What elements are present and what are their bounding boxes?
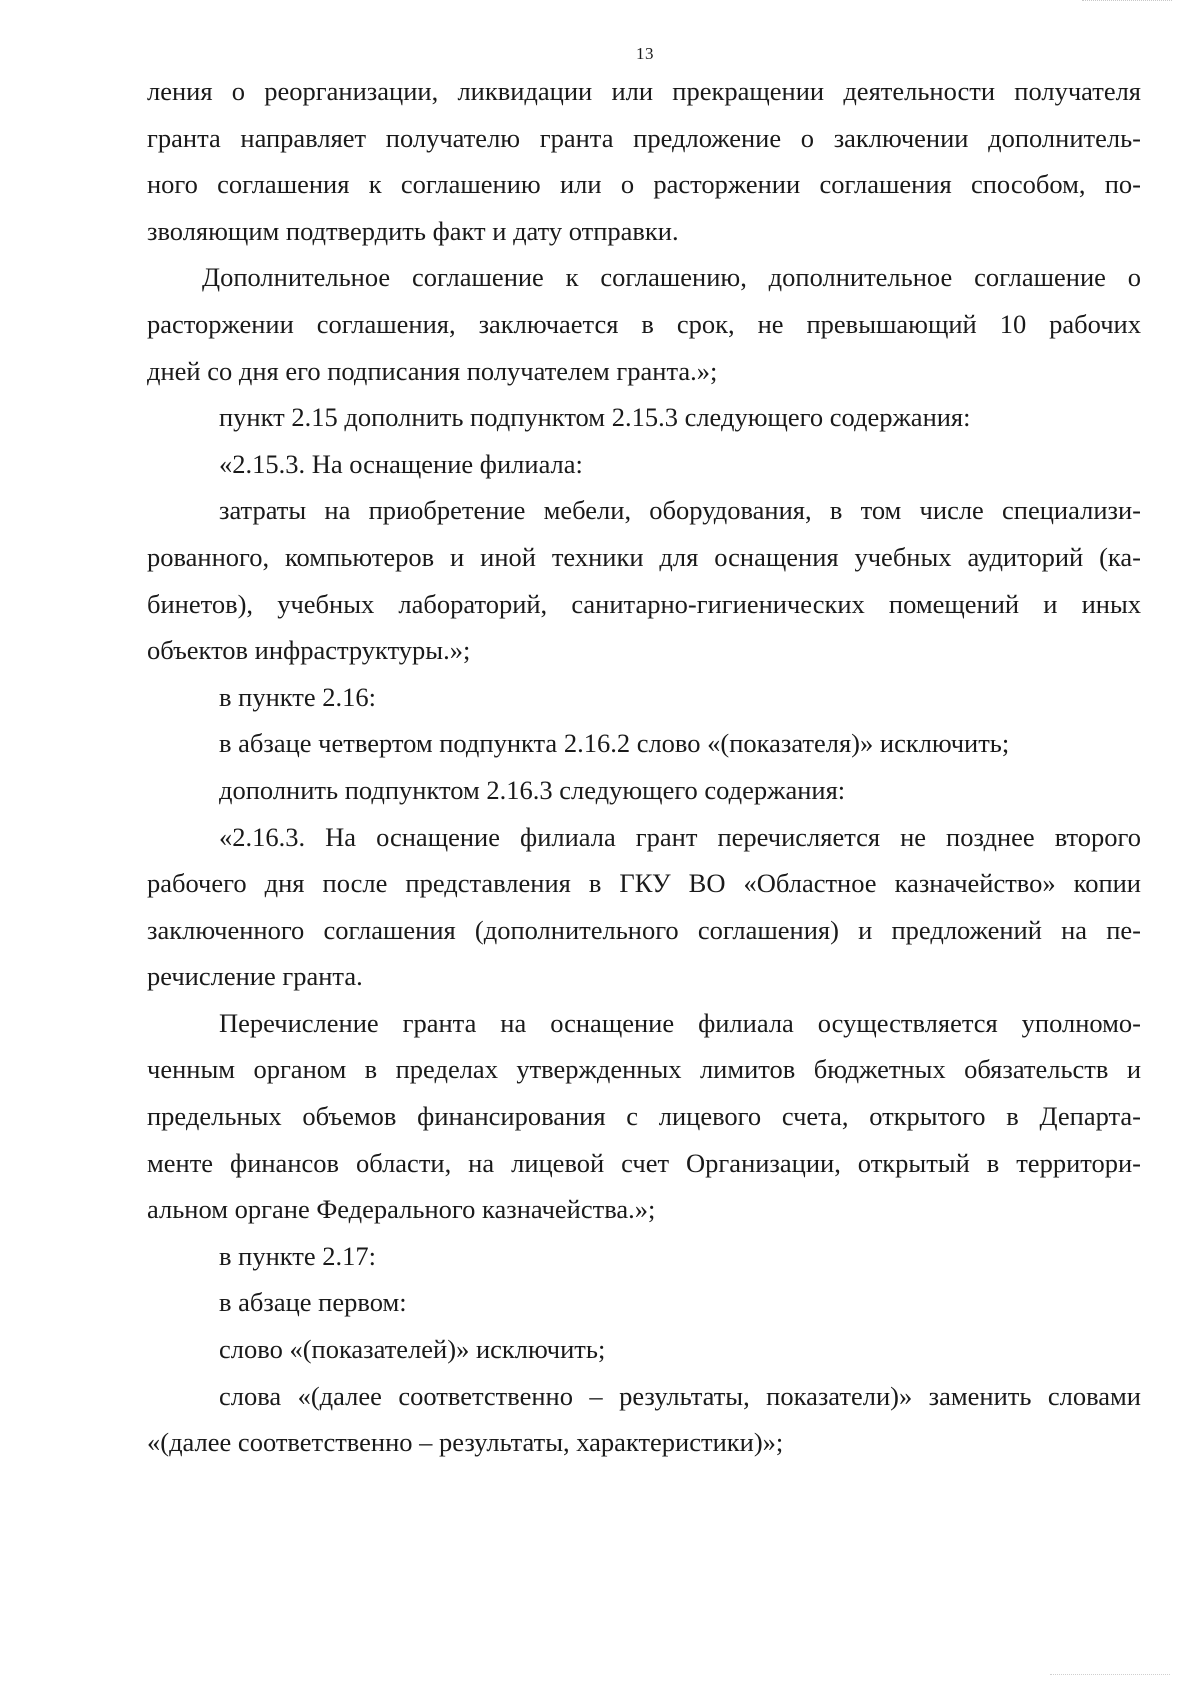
- page-number: 13: [636, 44, 654, 63]
- text-line: дополнить подпунктом 2.16.3 следующего содержания:: [219, 774, 846, 805]
- text-line: в пункте 2.16:: [219, 681, 376, 712]
- text-line: затраты на приобретение мебели, оборудования, в том числе специализи-: [219, 495, 1141, 526]
- text-line: Дополнительное соглашение к соглашению, дополнительное соглашение о: [202, 262, 1141, 293]
- text-line: пункт 2.15 дополнить подпунктом 2.15.3 следующего содержания:: [219, 402, 971, 433]
- text-line: рованного, компьютеров и иной техники для оснащения учебных аудиторий (ка-: [147, 541, 1141, 572]
- text-line: слова «(далее соответственно – результаты, показатели)» заменить словами: [219, 1380, 1141, 1411]
- text-line: ченным органом в пределах утвержденных лимитов бюджетных обязательств и: [147, 1054, 1141, 1085]
- text-line: в пункте 2.17:: [219, 1240, 376, 1271]
- text-line: в абзаце первом:: [219, 1287, 407, 1318]
- text-line: речисление гранта.: [147, 961, 363, 992]
- text-line: объектов инфраструктуры.»;: [147, 635, 471, 666]
- text-line: менте финансов области, на лицевой счет Организации, открытый в территори-: [147, 1147, 1141, 1178]
- text-line: слово «(показателей)» исключить;: [219, 1334, 606, 1365]
- scan-mark-bottom: [1050, 1674, 1170, 1679]
- text-line: гранта направляет получателю гранта предложение о заключении дополнитель-: [147, 122, 1141, 153]
- scan-mark-top: [1082, 0, 1172, 7]
- text-line: «2.16.3. На оснащение филиала грант перечисляется не позднее второго: [219, 821, 1141, 852]
- text-line: «2.15.3. На оснащение филиала:: [219, 448, 583, 479]
- document-body: [147, 68, 1141, 1466]
- text-line: альном органе Федерального казначейства.»;: [147, 1194, 656, 1225]
- text-line: расторжении соглашения, заключается в срок, не превышающий 10 рабочих: [147, 308, 1141, 339]
- text-line: заключенного соглашения (дополнительного соглашения) и предложений на пе-: [147, 914, 1141, 945]
- text-line: предельных объемов финансирования с лицевого счета, открытого в Департа-: [147, 1101, 1141, 1132]
- text-line: ления о реорганизации, ликвидации или прекращении деятельности получателя: [147, 76, 1141, 106]
- text-line: рабочего дня после представления в ГКУ ВО «Областное казначейство» копии: [147, 868, 1141, 899]
- text-line: Перечисление гранта на оснащение филиала осуществляется уполномо-: [219, 1007, 1141, 1038]
- text-line: дней со дня его подписания получателем гранта.»;: [147, 355, 718, 386]
- text-line: зволяющим подтвердить факт и дату отправки.: [147, 215, 679, 246]
- text-line: в абзаце четвертом подпункта 2.16.2 слово «(показателя)» исключить;: [219, 728, 1010, 759]
- text-line: ного соглашения к соглашению или о расторжении соглашения способом, по-: [147, 169, 1141, 200]
- text-line: бинетов), учебных лабораторий, санитарно-гигиенических помещений и иных: [147, 588, 1141, 619]
- text-line: «(далее соответственно – результаты, характеристики)»;: [147, 1427, 784, 1458]
